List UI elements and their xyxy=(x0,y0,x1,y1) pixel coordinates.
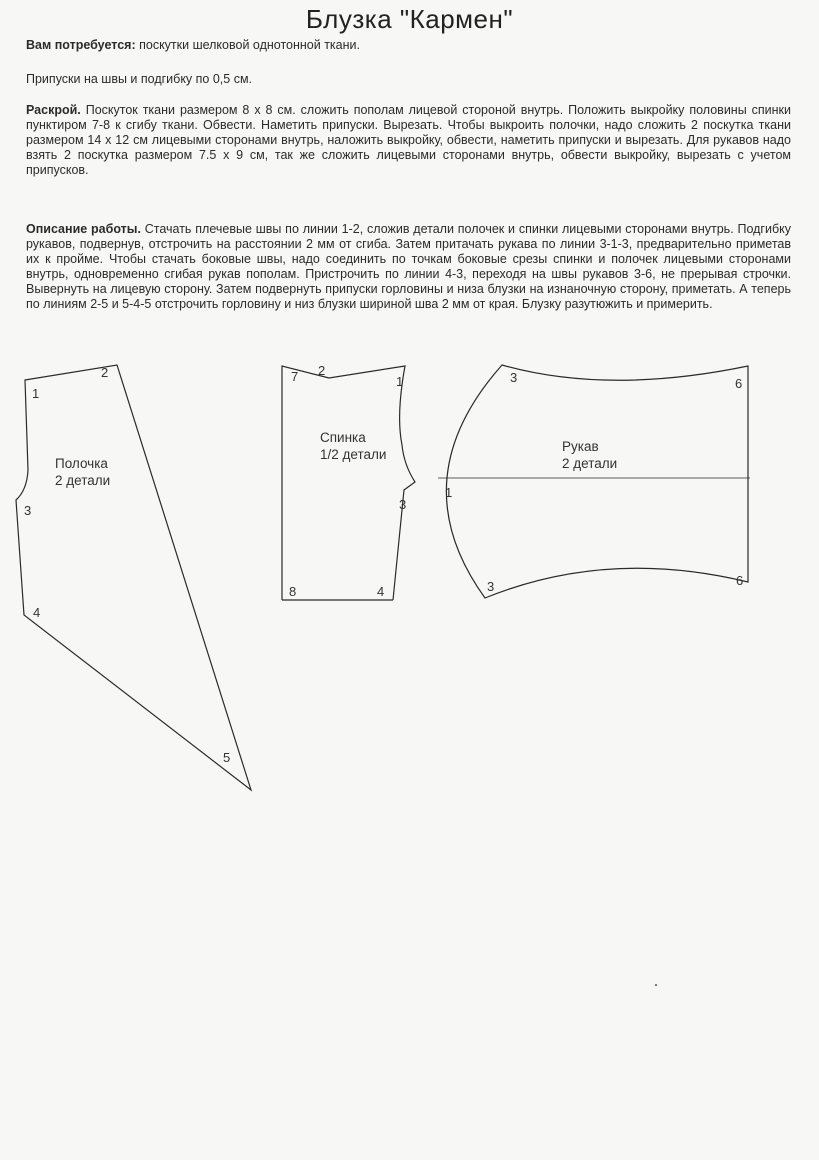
back-pattern-piece xyxy=(282,363,415,600)
description-text: Стачать плечевые швы по линии 1-2, сложив детали полочек и спинки лицевыми сторонами внутрь. Подгибку рукавов, подвернув, отстрочить на расстоянии 2 мм от сгиба. Затем притачать рукава по линии 3-1-3, предварительно приметав их к пройме. Чтобы стачать боковые швы, надо соединить по точкам боковые срезы спинки и полочек лицевыми сторонами внутрь, одновременно сгибая рукав пополам. Пристрочить по линии 4-3, переходя на швы рукавов 3-6, не прерывая строчки. Вывернуть на лицевую сторону. Затем подвернуть припуски горловины и низа блузки на изнаночную сторону, приметать. А теперь по линиям 2-5 и 5-4-5 отстрочить горловину и низ блузки шириной шва 2 мм от края. Блузку разутюжить и примерить. xyxy=(26,222,791,311)
sleeve-point-1: 1 xyxy=(445,485,453,500)
cutting-label: Раскрой. xyxy=(26,103,81,117)
materials-label: Вам потребуется: xyxy=(26,38,136,52)
back-point-1: 1 xyxy=(396,374,404,389)
front-point-2: 2 xyxy=(101,365,109,380)
description-label: Описание работы. xyxy=(26,222,141,236)
back-point-8: 8 xyxy=(289,584,297,599)
front-point-1: 1 xyxy=(32,386,40,401)
sleeve-outline xyxy=(446,365,748,598)
page-title: Блузка "Кармен" xyxy=(305,4,514,34)
front-qty: 2 детали xyxy=(55,473,111,488)
scan-speck xyxy=(655,984,657,986)
sleeve-qty: 2 детали xyxy=(562,456,618,471)
sleeve-point-3-top: 3 xyxy=(510,370,518,385)
front-point-5: 5 xyxy=(223,750,231,765)
cutting-text: Поскуток ткани размером 8 х 8 см. сложить пополам лицевой стороной внутрь. Положить выкройку половины спинки пунктиром 7-8 к сгибу ткани. Обвести. Наметить припуски. Вырезать. Чтобы выкроить полочки, надо сложить 2 поскутка ткани размером 14 х 12 см лицевыми сторонами внутрь, наложить выкройку, обвести, наметить припуски и вырезать. Для рукавов надо взять 2 поскутка размером 7.5 х 9 см, так же сложить лицевыми сторонами внутрь, обвести выкройку, вырезать с учетом припусков. xyxy=(26,103,791,177)
back-point-7: 7 xyxy=(291,369,299,384)
front-name: Полочка xyxy=(55,456,108,471)
front-pattern-piece xyxy=(16,365,251,790)
back-point-4: 4 xyxy=(377,584,385,599)
back-point-2: 2 xyxy=(318,363,326,378)
back-outline xyxy=(282,366,415,600)
front-point-4: 4 xyxy=(33,605,41,620)
back-name: Спинка xyxy=(320,430,366,445)
sleeve-point-6-top: 6 xyxy=(735,376,743,391)
sleeve-pattern-piece xyxy=(438,365,750,598)
front-point-3: 3 xyxy=(24,503,32,518)
sleeve-point-3-bottom: 3 xyxy=(487,579,495,594)
sleeve-name: Рукав xyxy=(562,439,599,454)
allowances-paragraph: Припуски на швы и подгибку по 0,5 см. xyxy=(26,72,253,86)
sleeve-point-6-bottom: 6 xyxy=(736,573,744,588)
front-outline xyxy=(16,365,251,790)
back-point-3: 3 xyxy=(399,497,407,512)
materials-text: поскутки шелковой однотонной ткани. xyxy=(135,38,360,52)
back-qty: 1/2 детали xyxy=(320,447,387,462)
